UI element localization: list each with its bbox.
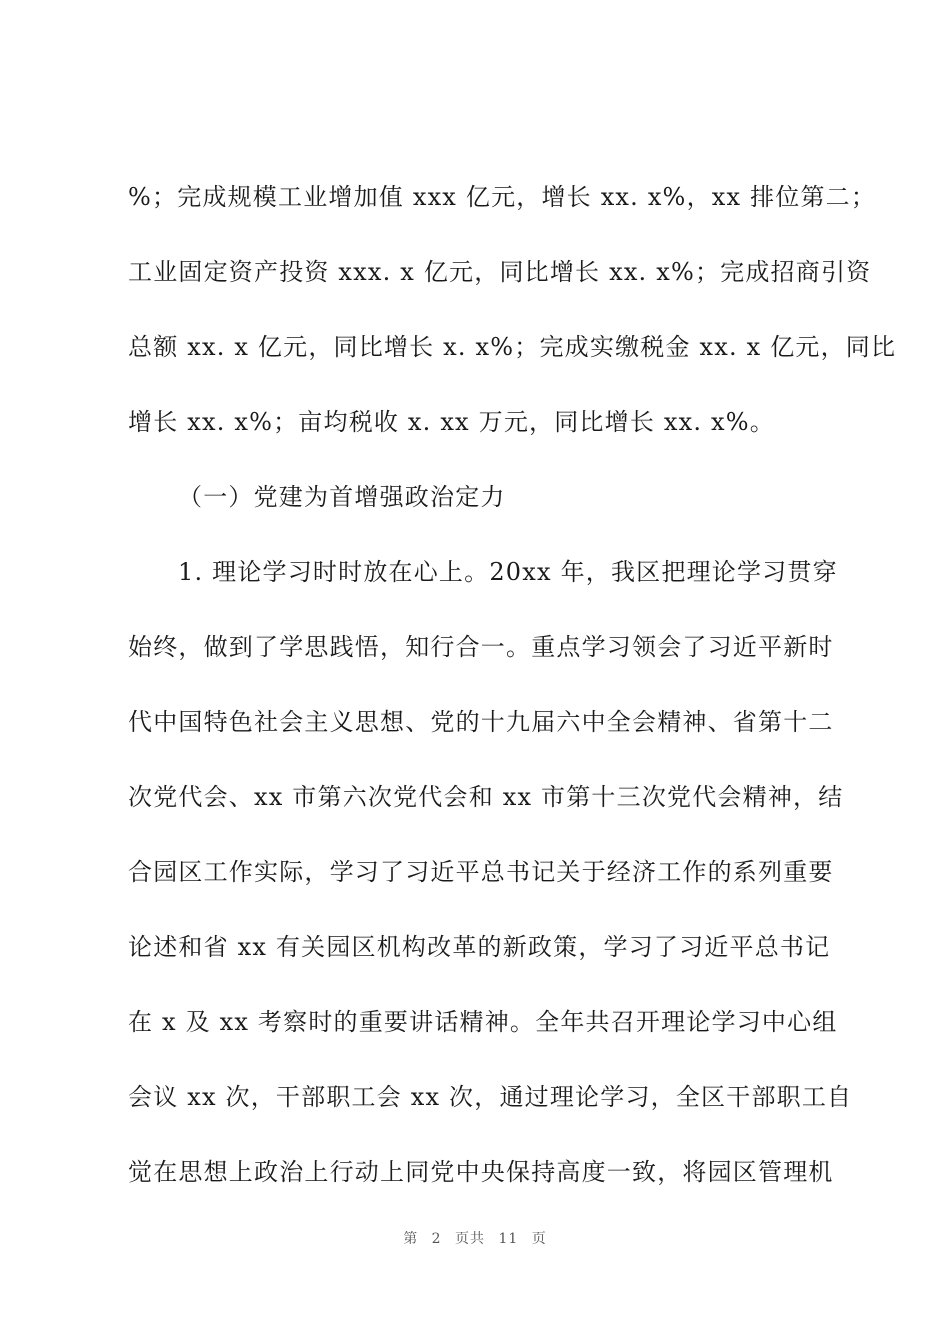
body-line: 代中国特色社会主义思想、党的十九届六中全会精神、省第十二 <box>128 708 834 736</box>
footer-suffix: 页 <box>531 1231 547 1247</box>
total-page-count: 11 <box>498 1231 519 1247</box>
body-line: 在 x 及 xx 考察时的重要讲话精神。全年共召开理论学习中心组 <box>128 1008 838 1036</box>
paragraph-first-line: 1. 理论学习时时放在心上。20xx 年，我区把理论学习贯穿 <box>178 558 838 586</box>
body-line: 论述和省 xx 有关园区机构改革的新政策，学习了习近平总书记 <box>128 933 831 961</box>
body-line: 合园区工作实际，学习了习近平总书记关于经济工作的系列重要 <box>128 858 834 886</box>
footer-middle: 页共 <box>455 1231 486 1247</box>
body-line: 始终，做到了学思践悟，知行合一。重点学习领会了习近平新时 <box>128 633 834 661</box>
body-line: %；完成规模工业增加值 xxx 亿元，增长 xx. x%，xx 排位第二； <box>128 183 877 211</box>
current-page-number: 2 <box>431 1231 442 1247</box>
body-line: 总额 xx. x 亿元，同比增长 x. x%；完成实缴税金 xx. x 亿元，同比 <box>128 333 897 361</box>
body-line: 次党代会、xx 市第六次党代会和 xx 市第十三次党代会精神，结 <box>128 783 844 811</box>
page-footer <box>0 1228 950 1248</box>
body-line: 觉在思想上政治上行动上同党中央保持高度一致，将园区管理机 <box>128 1158 834 1186</box>
body-line: 工业固定资产投资 xxx. x 亿元，同比增长 xx. x%；完成招商引资 <box>128 258 872 286</box>
section-heading: （一）党建为首增强政治定力 <box>178 483 506 511</box>
body-line: 增长 xx. x%；亩均税收 x. xx 万元，同比增长 xx. x%。 <box>128 408 775 436</box>
body-line: 会议 xx 次，干部职工会 xx 次，通过理论学习，全区干部职工自 <box>128 1083 853 1111</box>
footer-prefix: 第 <box>403 1231 419 1247</box>
